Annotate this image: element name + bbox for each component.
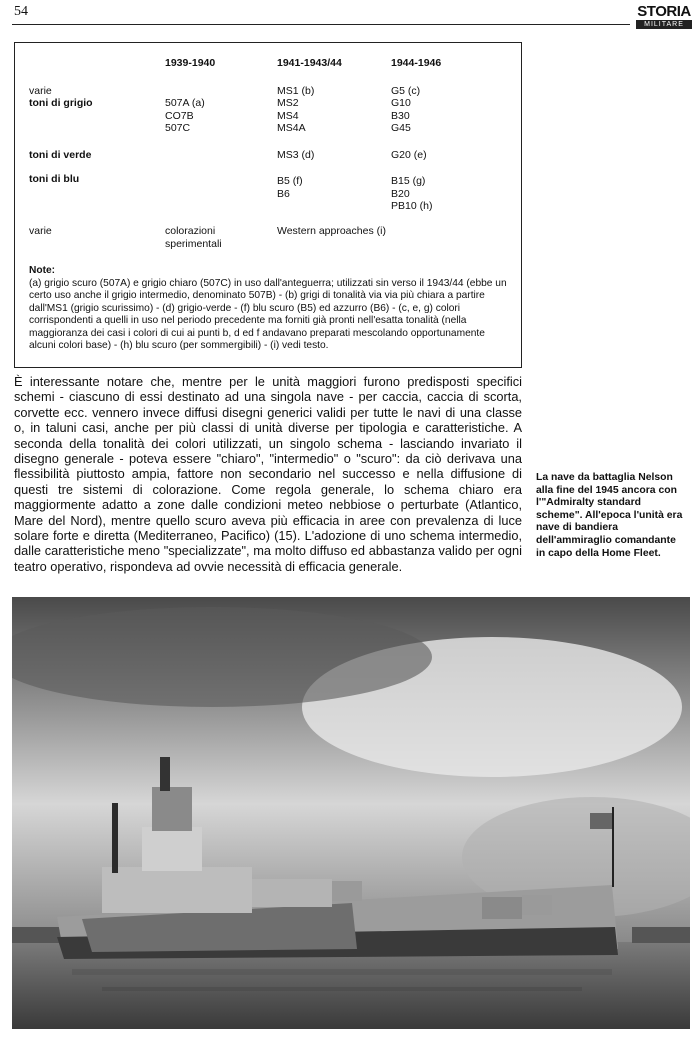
table-notes [29,265,507,353]
notes-text: (a) grigio scuro (507A) e grigio chiaro (507C) in uso dall'anteguerra; utilizzati sin verso il 1943/44 (ebbe un certo uso anche il grigio intermedio, denominato 507B) - (b) grigi di tonalità via via più chiara a partire dall'MS1 (grigio scurissimo) - (d) grigio-verde - (f) blu scuro (B5) ed azzurro (B6) - (c, e, g) colori corrispondenti a quelli in uso nel periodo precedente ma forniti già pronti nell'esatta tonalità (nella maggioranza dei casi i colori di cui ai punti b, d ed f andavano preparati mescolando opportunamente alcuni colori base) - (h) blu scuro (per sommergibili) - (i) vedi testo. [29,277,507,351]
cell-blu-1941: B5 (f) B6 [277,175,303,200]
cell-verde-1941: MS3 (d) [277,149,315,161]
cell-blu-1944: B15 (g) B20 PB10 (h) [391,175,433,212]
column-header-1941-1944: 1941-1943/44 [277,57,342,69]
row-label-varie: varie [29,225,52,237]
cell-verde-1944: G20 (e) [391,149,427,161]
color-table-box [14,42,522,368]
cell-varie-1941: Western approaches (i) [277,225,386,237]
cell-grigio-1939: 507A (a) CO7B 507C [165,97,205,134]
logo-sub-text: MILITARE [636,20,692,29]
article-body-text: È interessante notare che, mentre per le unità maggiori furono predisposti specifici schemi - ciascuno di essi destinato ad una singola nave - per caccia, caccia di scorta, corvette ecc. vennero invece diffusi disegni generici validi per tutte le navi di una classe o, in taluni casi, anche per più classi di unità diverse per tipologia e caratteristiche. A seconda della tonalità dei colori utilizzati, un singolo schema - lasciando invariato il disegno generale - poteva essere "chiaro", "intermedio" o "scuro": da ciò derivava una flessibilità piuttosto ampia, fattore non secondario nel successo e nella diffusione di questi tre sistemi di colorazione. Come regola generale, lo schema chiaro era maggiormente adatto a zone dalle condizioni meteo nebbiose o perturbate (Atlantico, Mare del Nord), mentre quello scuro aveva più efficacia in aree con prevalenza di luce solare forte e diretta (Mediterraneo, Pacifico) (15). L'adozione di uno schema intermedio, dalle caratteristiche meno "specializzate", ma molto diffuso ed abbastanza valido per ogni teatro operativo, rispondeva ad ovvie necessità di efficacia generale. [14,374,522,574]
page-number: 54 [14,4,28,19]
row-label-varie-top: varie [29,85,52,97]
photo-caption: La nave da battaglia Nelson alla fine del 1945 ancora con l'"Admiralty standard scheme". All'epoca l'unità era nave di bandiera dell'ammiraglio comandante in capo della Home Fleet. [536,472,683,559]
cell-grigio-1941: MS2 MS4 MS4A [277,97,306,134]
logo-main-text: STORIA [637,3,691,20]
cell-g5: G5 (c) [391,85,421,97]
column-header-1944-1946: 1944-1946 [391,57,442,69]
row-label-verde: toni di verde [29,149,92,161]
row-label-blu: toni di blu [29,173,80,185]
cell-ms1: MS1 (b) [277,85,315,97]
cell-varie-1939: colorazioni sperimentali [165,225,222,250]
battleship-photo [12,597,690,1029]
header-rule [12,24,630,25]
row-label-grigio: toni di grigio [29,97,93,109]
column-header-1939-1940: 1939-1940 [165,57,216,69]
magazine-logo [636,4,692,29]
cell-grigio-1944: G10 B30 G45 [391,97,411,134]
notes-title: Note: [29,265,56,276]
